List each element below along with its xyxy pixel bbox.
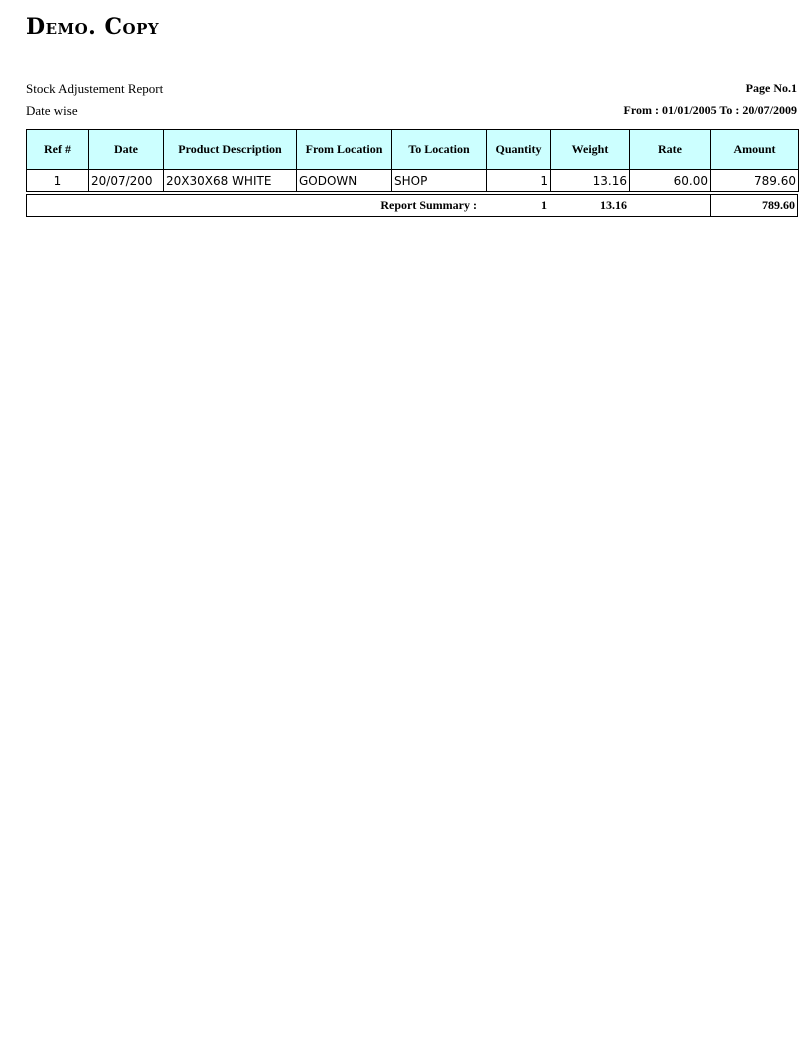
page-number: Page No.1 xyxy=(745,81,797,95)
cell-from-location: GODOWN xyxy=(297,170,392,192)
header-ref: Ref # xyxy=(27,130,89,170)
date-range: From : 01/01/2005 To : 20/07/2009 xyxy=(623,103,797,117)
report-subtitle: Date wise xyxy=(26,103,78,118)
table-header-row xyxy=(27,130,799,170)
cell-amount: 789.60 xyxy=(711,170,799,192)
summary-amount: 789.60 xyxy=(762,198,795,212)
summary-label: Report Summary : xyxy=(380,198,477,212)
cell-quantity: 1 xyxy=(487,170,551,192)
summary-quantity: 1 xyxy=(541,198,547,212)
header-amount: Amount xyxy=(711,130,799,170)
header-weight: Weight xyxy=(551,130,630,170)
header-from-location: From Location xyxy=(297,130,392,170)
table-row xyxy=(27,170,799,192)
summary-weight: 13.16 xyxy=(600,198,627,212)
summary-column-divider xyxy=(710,195,711,216)
header-date: Date xyxy=(89,130,164,170)
cell-product-description: 20X30X68 WHITE xyxy=(164,170,297,192)
cell-rate: 60.00 xyxy=(630,170,711,192)
summary-divider-line xyxy=(26,191,798,192)
cell-date: 20/07/200 xyxy=(89,170,164,192)
header-product-description: Product Description xyxy=(164,130,297,170)
stock-adjustment-table xyxy=(26,129,799,192)
cell-to-location: SHOP xyxy=(392,170,487,192)
header-rate: Rate xyxy=(630,130,711,170)
header-to-location: To Location xyxy=(392,130,487,170)
cell-ref: 1 xyxy=(27,170,89,192)
report-summary-row xyxy=(26,194,798,217)
demo-copy-watermark: Demo. Copy xyxy=(26,14,160,40)
cell-weight: 13.16 xyxy=(551,170,630,192)
header-quantity: Quantity xyxy=(487,130,551,170)
report-title: Stock Adjustement Report xyxy=(26,81,164,96)
